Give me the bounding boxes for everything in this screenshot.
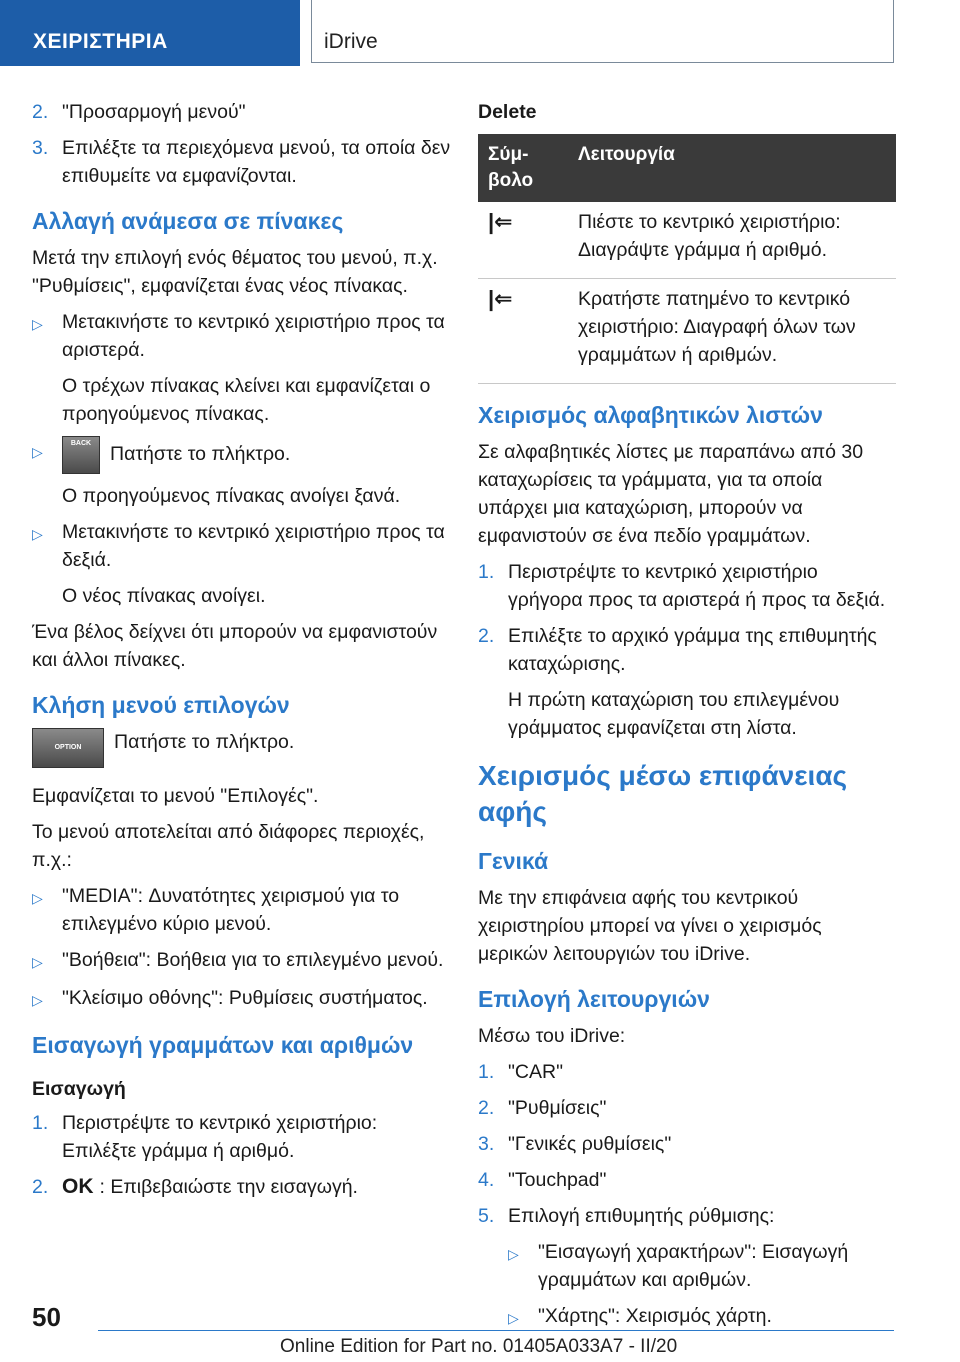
item-text: Επιλέξτε τα περιεχόμενα μενού, τα οποία δεν επιθυμείτε να εμφανίζονται.: [62, 137, 451, 187]
list-item: [32, 98, 452, 126]
list-item: [32, 1109, 452, 1165]
triangle-bullet-icon: ▷: [508, 1310, 519, 1326]
delete-title: Delete: [478, 101, 537, 123]
triangle-bullet-icon: ▷: [32, 890, 43, 906]
bullet-item: [32, 882, 452, 938]
sub-bullet-item: [508, 1238, 896, 1294]
triangle-bullet-icon: ▷: [32, 526, 43, 542]
subheading-input: Εισαγωγή: [32, 1078, 126, 1100]
item-number: 3.: [478, 1133, 495, 1155]
heading-options-menu: Κλήση μενού επιλογών: [32, 692, 290, 718]
bullet-item: [32, 308, 452, 364]
item-number: 1.: [478, 561, 495, 583]
bullet-text: "Κλείσιμο οθόνης": Ρυθμίσεις συστήματος.: [62, 987, 428, 1009]
list-item: [478, 1166, 896, 1194]
paragraph: Μέσω του iDrive:: [478, 1025, 626, 1047]
item-result: Η πρώτη καταχώριση του επιλεγμένου γράμματος εμφανίζεται στη λίστα.: [508, 689, 840, 739]
item-number: 1.: [32, 1112, 49, 1134]
edition-footer: Online Edition for Part no. 01405A033A7 - II/20: [280, 1336, 678, 1357]
footer-divider: [98, 1330, 894, 1331]
table-cell: Πιέστε το κεντρικό χειριστήριο: Διαγράψτε γράμμα ή αριθμό.: [568, 202, 896, 279]
bullet-item: [32, 946, 452, 976]
bullet-text: Μετακινήστε το κεντρικό χειριστήριο προς τα δεξιά.: [62, 521, 445, 571]
item-text: Επιλογή επιθυμητής ρύθμισης:: [508, 1205, 775, 1227]
bullet-text: "Εισαγωγή χαρακτήρων": Εισαγωγή γραμμάτων και αριθμών.: [538, 1241, 849, 1291]
paragraph: Το μενού αποτελείται από διάφορες περιοχές, π.χ.:: [32, 821, 425, 871]
ok-icon: OK: [62, 1175, 94, 1198]
paragraph: Σε αλφαβητικές λίστες με παραπάνω από 30 καταχωρίσεις τα γράμματα, για τα οποία υπάρχει μια καταχώριση, μπορούν να εμφανιστούν σε ένα πεδίο γραμμάτων.: [478, 441, 864, 547]
bullet-text: Μετακινήστε το κεντρικό χειριστήριο προς τα αριστερά.: [62, 311, 445, 361]
item-number: 2.: [32, 101, 49, 123]
bullet-item: [32, 518, 452, 574]
header-section-tab: [0, 0, 300, 66]
triangle-bullet-icon: ▷: [32, 954, 43, 970]
heading-input: Εισαγωγή γραμμάτων και αριθμών: [32, 1032, 414, 1058]
section-title: ΧΕΙΡΙΣΤΗΡΙΑ: [33, 30, 168, 53]
bullet-item: [32, 436, 452, 474]
item-number: 2.: [478, 1097, 495, 1119]
list-item: [32, 134, 452, 190]
left-column: [32, 98, 452, 1209]
delete-symbol-icon: |⇐: [478, 279, 568, 384]
chapter-title: iDrive: [324, 30, 378, 53]
delete-symbol-icon: |⇐: [478, 202, 568, 279]
item-text: "Touchpad": [508, 1169, 607, 1191]
list-item: [478, 1202, 896, 1230]
bullet-result: Ο προηγούμενος πίνακας ανοίγει ξανά.: [62, 485, 401, 507]
triangle-bullet-icon: ▷: [32, 316, 43, 332]
item-text: Περιστρέψτε το κεντρικό χειριστήριο γρήγορα προς τα αριστερά ή προς τα δεξιά.: [508, 561, 886, 611]
option-press-line: [32, 728, 452, 768]
triangle-bullet-icon: ▷: [508, 1246, 519, 1262]
paragraph: Μετά την επιλογή ενός θέματος του μενού, π.χ. "Ρυθμίσεις", εμφανίζεται ένας νέος πίνακας.: [32, 247, 438, 297]
bullet-text: "MEDIA": Δυνατότητες χειρισμού για το επιλεγμένο κύριο μενού.: [62, 885, 400, 935]
item-text: "Γενικές ρυθμίσεις": [508, 1133, 672, 1155]
list-item: [478, 558, 896, 614]
paragraph: Εμφανίζεται το μενού "Επιλογές".: [32, 785, 319, 807]
list-item: [478, 622, 896, 678]
item-text: Επιλέξτε το αρχικό γράμμα της επιθυμητής καταχώρισης.: [508, 625, 877, 675]
paragraph: Ένα βέλος δείχνει ότι μπορούν να εμφανιστούν και άλλοι πίνακες.: [32, 621, 438, 671]
table-row: [478, 202, 896, 279]
item-number: 4.: [478, 1169, 495, 1191]
column-header-symbol: Σύμ-βολο: [478, 134, 568, 202]
triangle-bullet-icon: ▷: [32, 444, 43, 460]
table-cell: Κρατήστε πατημένο το κεντρικό χειριστήριο: Διαγραφή όλων των γραμμάτων ή αριθμών.: [568, 279, 896, 384]
list-item: [32, 1173, 452, 1201]
bullet-text: "Χάρτης": Χειρισμός χάρτη.: [538, 1305, 772, 1327]
paragraph: Με την επιφάνεια αφής του κεντρικού χειριστηρίου μπορεί να γίνει ο χειρισμός μερικών λειτουργιών του iDrive.: [478, 887, 822, 965]
item-number: 3.: [32, 137, 49, 159]
delete-table: [478, 134, 896, 384]
page-number: 50: [32, 1302, 61, 1332]
item-text: "Ρυθμίσεις": [508, 1097, 607, 1119]
right-column: [478, 98, 896, 1340]
list-item: [478, 1094, 896, 1122]
header-chapter-tab: [311, 0, 894, 63]
item-text: "Προσαρμογή μενού": [62, 101, 246, 123]
bullet-result: Ο τρέχων πίνακας κλείνει και εμφανίζεται ο προηγούμενος πίνακας.: [62, 375, 431, 425]
heading-switch-panels: Αλλαγή ανάμεσα σε πίνακες: [32, 208, 344, 234]
item-number: 2.: [32, 1176, 49, 1198]
table-row: [478, 279, 896, 384]
option-button-icon: OPTION: [32, 728, 104, 768]
bullet-text: "Βοήθεια": Βοήθεια για το επιλεγμένο μενού.: [62, 949, 444, 971]
table-header-row: [478, 134, 896, 202]
list-item: [478, 1058, 896, 1086]
bullet-item: [32, 984, 452, 1014]
heading-select-functions: Επιλογή λειτουργιών: [478, 986, 710, 1012]
paragraph-text: Πατήστε το πλήκτρο.: [114, 731, 295, 753]
back-button-icon: BACK: [62, 436, 100, 474]
triangle-bullet-icon: ▷: [32, 992, 43, 1008]
item-text: Περιστρέψτε το κεντρικό χειριστήριο: Επιλέξτε γράμμα ή αριθμό.: [62, 1112, 378, 1162]
heading-general: Γενικά: [478, 848, 549, 874]
bullet-text: Πατήστε το πλήκτρο.: [110, 443, 291, 466]
sub-bullet-item: [508, 1302, 896, 1332]
heading-touchpad: Χειρισμός μέσω επιφάνειας αφής: [478, 760, 848, 827]
heading-alphabetic-lists: Χειρισμός αλφαβητικών λιστών: [478, 402, 823, 428]
item-text: "CAR": [508, 1061, 564, 1083]
item-number: 1.: [478, 1061, 495, 1083]
list-item: [478, 1130, 896, 1158]
item-number: 5.: [478, 1205, 495, 1227]
item-number: 2.: [478, 625, 495, 647]
bullet-result: Ο νέος πίνακας ανοίγει.: [62, 585, 266, 607]
item-text: : Επιβεβαιώστε την εισαγωγή.: [99, 1176, 358, 1198]
column-header-function: Λειτουργία: [568, 134, 896, 202]
